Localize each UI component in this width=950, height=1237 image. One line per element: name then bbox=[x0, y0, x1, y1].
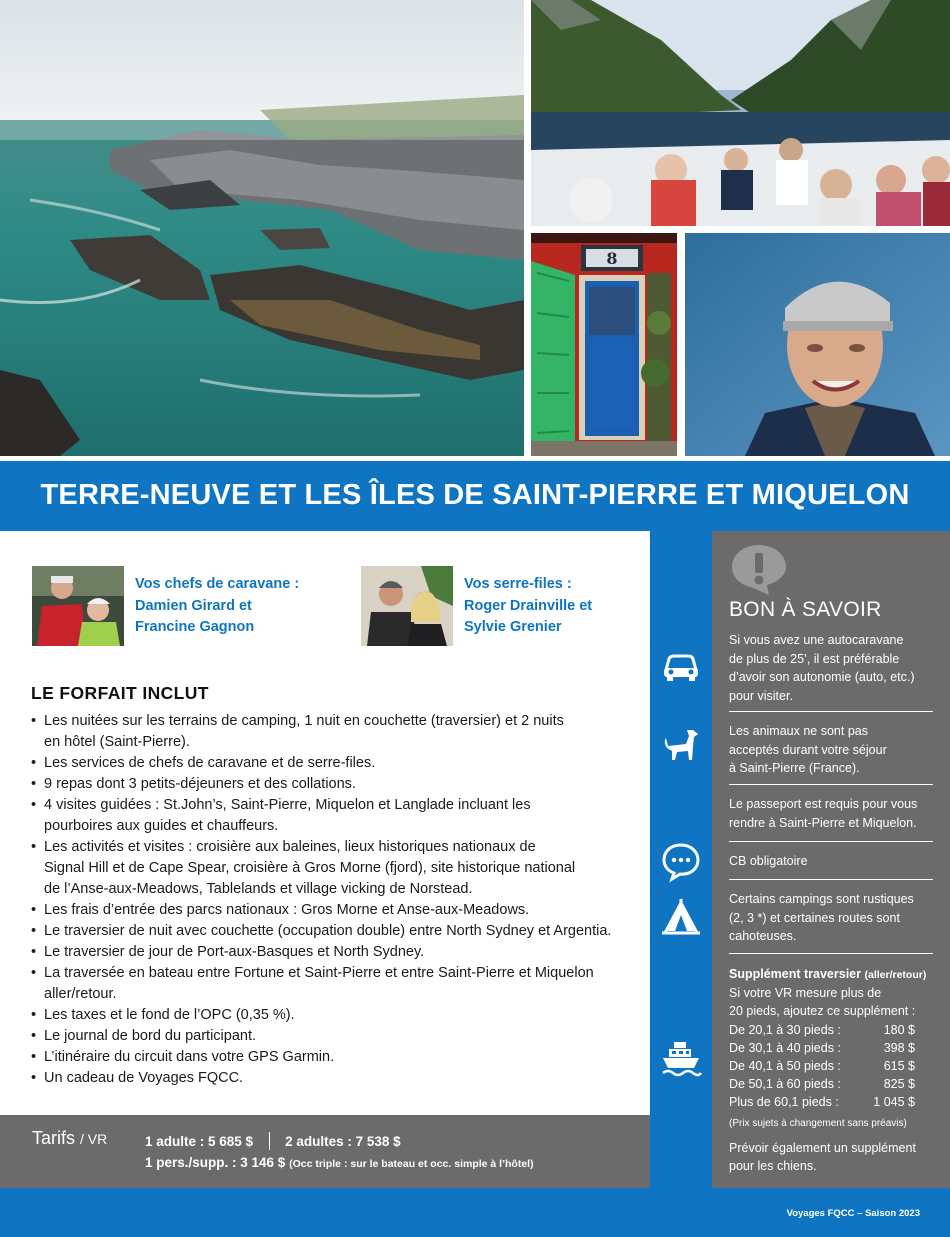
campgrounds-note: Certains campings sont rustiques (2, 3 *) et certaines routes sont cahoteuses. bbox=[729, 892, 914, 943]
sweeper-name: Sylvie Grenier bbox=[464, 619, 562, 635]
cb-note: CB obligatoire bbox=[729, 854, 808, 868]
package-list bbox=[31, 711, 636, 1089]
ferry-disclaimer: (Prix sujets à changement sans préavis) bbox=[729, 1117, 907, 1129]
list-item: • Les services de chefs de caravane et de serre-files. bbox=[31, 753, 636, 774]
list-item: • Le journal de bord du participant. bbox=[31, 1026, 636, 1047]
price-separator bbox=[269, 1132, 270, 1150]
list-item: • 4 visites guidées : St.John’s, Saint-Pierre, Miquelon et Langlade incluant les pourboires aux guides et chauffeurs. bbox=[31, 795, 636, 837]
price-row-extra bbox=[145, 1155, 534, 1170]
list-item: • Le traversier de nuit avec couchette (occupation double) entre North Sydney et Argentia. bbox=[31, 921, 636, 942]
price-extra-person: 1 pers./supp. : 3 146 $ bbox=[145, 1155, 286, 1170]
sweepers bbox=[464, 574, 592, 639]
passport-note: Le passeport est requis pour vous rendre à Saint-Pierre et Miquelon. bbox=[729, 797, 918, 830]
divider bbox=[729, 953, 933, 954]
caravan-leader-name: Damien Girard et bbox=[135, 597, 252, 614]
ferry-icon bbox=[660, 1036, 702, 1078]
list-item: • 9 repas dont 3 petits-déjeuners et des collations. bbox=[31, 774, 636, 795]
blue-door-photo bbox=[531, 233, 677, 456]
good-to-know-panel bbox=[712, 531, 950, 1188]
car-icon bbox=[660, 644, 702, 686]
divider bbox=[729, 711, 933, 712]
divider bbox=[729, 841, 933, 842]
ferry-rate-row: De 50,1 à 60 pieds : 825 $ bbox=[729, 1077, 915, 1092]
price-extra-note: (Occ triple : sur le bateau et occ. simple à l’hôtel) bbox=[289, 1158, 534, 1170]
ferry-supplement: Supplément traversier (aller/retour) Si votre VR mesure plus de 20 pieds, ajoutez ce supplément : De 20,1 à 30 pieds : 180 $ De 30,1 à 40 pieds : 398 $ De 40,1 à 50 pieds : 615 $ De 50,1 à 60 pieds : 825 $ Plus de 60,1 pieds : 1 045 $ (Prix sujets à changement sans préavis) Prévoir également un supplément pour les chiens. bbox=[729, 965, 933, 1175]
alert-bubble-icon bbox=[729, 543, 789, 595]
divider bbox=[729, 784, 933, 785]
package-heading: LE FORFAIT INCLUT bbox=[31, 683, 209, 703]
price-two-adults: 2 adultes : 7 538 $ bbox=[285, 1134, 401, 1149]
motorhome-note: Si vous avez une autocaravane de plus de 25’, il est préférable d’avoir son autonomie (auto, etc.) pour visiter. bbox=[729, 633, 915, 703]
caravan-leaders-photo bbox=[32, 566, 124, 646]
ferry-rate-row: De 20,1 à 30 pieds : 180 $ bbox=[729, 1022, 915, 1037]
price-one-adult: 1 adulte : 5 685 $ bbox=[145, 1134, 254, 1149]
chat-bubble-icon bbox=[660, 840, 702, 882]
footer-band bbox=[0, 1188, 950, 1237]
list-item: • Un cadeau de Voyages FQCC. bbox=[31, 1068, 636, 1089]
title-band bbox=[0, 461, 950, 531]
list-item: • Les nuitées sur les terrains de camping, 1 nuit en couchette (traversier) et 2 nuits en hôtel (Saint-Pierre). bbox=[31, 711, 636, 753]
price-label: Tarifs / VR bbox=[32, 1128, 108, 1148]
list-item: • Les activités et visites : croisière aux baleines, lieux historiques nationaux de Signal Hill et de Cape Spear, croisière à Gros Morne (fjord), site historique national de l’Anse-aux-Meadows, Tablelands et village vicking de Norstead. bbox=[31, 837, 636, 900]
list-item: • Les frais d’entrée des parcs nationaux : Gros Morne et Anse-aux-Meadows. bbox=[31, 900, 636, 921]
list-item: • L’itinéraire du circuit dans votre GPS Garmin. bbox=[31, 1047, 636, 1068]
smiling-man-photo bbox=[685, 233, 950, 456]
price-bar bbox=[0, 1115, 650, 1188]
list-item: • Les taxes et le fond de l’OPC (0,35 %). bbox=[31, 1005, 636, 1026]
ferry-rate-row: Plus de 60,1 pieds : 1 045 $ bbox=[729, 1095, 915, 1110]
dog-icon bbox=[660, 724, 702, 766]
dog-supplement-note: Prévoir également un supplément pour les chiens. bbox=[729, 1140, 916, 1174]
sweepers-heading: Vos serre-files : bbox=[464, 576, 572, 592]
caravan-leaders-heading: Vos chefs de caravane : bbox=[135, 576, 300, 592]
tent-icon bbox=[660, 895, 702, 937]
price-row-adults bbox=[145, 1132, 401, 1150]
list-item: • La traversée en bateau entre Fortune et Saint-Pierre et entre Saint-Pierre et Miquelon aller/retour. bbox=[31, 963, 636, 1005]
sweepers-photo bbox=[361, 566, 453, 646]
coastline-photo bbox=[0, 0, 524, 456]
footer-text: Voyages FQCC – Saison 2023 bbox=[786, 1208, 920, 1219]
caravan-leaders bbox=[135, 574, 299, 639]
page-title: TERRE-NEUVE ET LES ÎLES DE SAINT-PIERRE ET MIQUELON bbox=[40, 479, 910, 511]
ferry-supplement-heading: Supplément traversier (aller/retour) bbox=[729, 967, 927, 981]
caravan-leader-name: Francine Gagnon bbox=[135, 619, 255, 635]
good-to-know-title: BON À SAVOIR bbox=[729, 598, 882, 621]
pets-note: Les animaux ne sont pas acceptés durant votre séjour à Saint-Pierre (France). bbox=[729, 724, 887, 775]
divider bbox=[729, 879, 933, 880]
svg-text:8: 8 bbox=[606, 249, 618, 268]
sweeper-name: Roger Drainville et bbox=[464, 597, 593, 614]
ferry-rate-row: De 40,1 à 50 pieds : 615 $ bbox=[729, 1059, 915, 1074]
list-item: • Le traversier de jour de Port-aux-Basques et North Sydney. bbox=[31, 942, 636, 963]
ferry-rate-row: De 30,1 à 40 pieds : 398 $ bbox=[729, 1040, 915, 1055]
fjord-cruise-photo bbox=[531, 0, 950, 226]
